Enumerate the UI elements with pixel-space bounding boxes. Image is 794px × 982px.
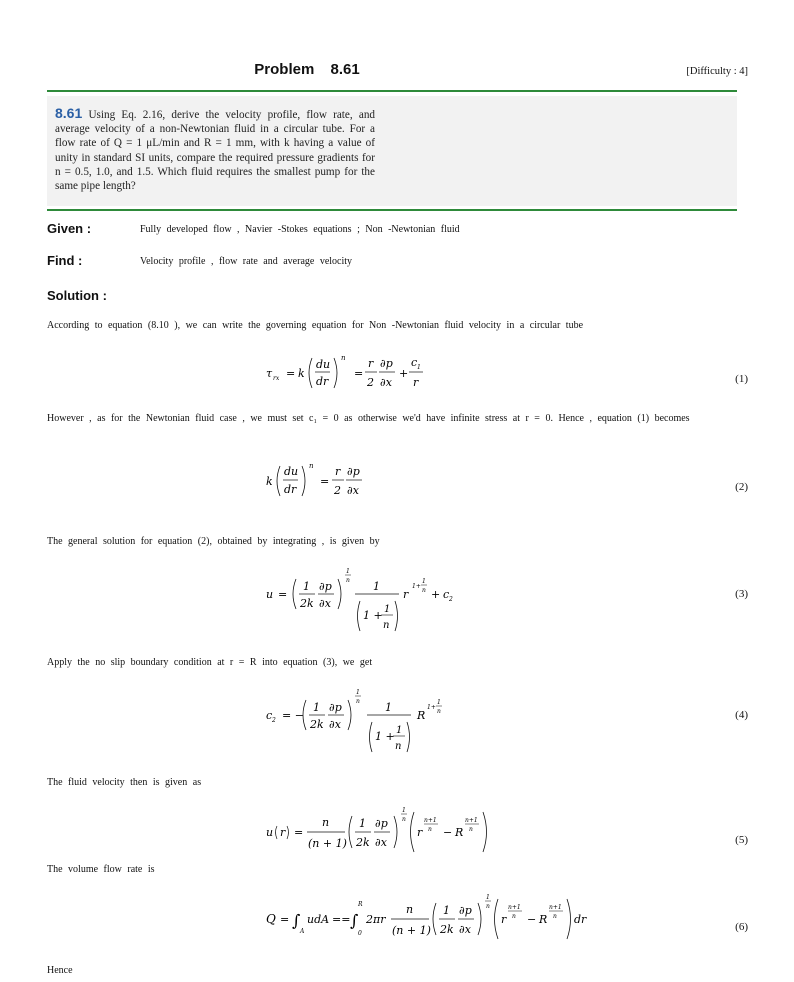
problem-statement xyxy=(55,106,375,193)
svg-text:+: + xyxy=(399,367,409,380)
svg-text:∂x: ∂x xyxy=(347,484,359,497)
svg-text:2: 2 xyxy=(367,376,374,389)
svg-text:1: 1 xyxy=(417,364,421,371)
svg-text:2k: 2k xyxy=(440,923,454,936)
svg-text:R: R xyxy=(455,826,464,839)
svg-text:r: r xyxy=(403,588,409,601)
svg-text:∂p: ∂p xyxy=(459,904,472,917)
svg-text:n: n xyxy=(346,577,350,584)
svg-text:1: 1 xyxy=(486,894,490,901)
svg-text:n: n xyxy=(428,826,432,833)
problem-statement-text: Using Eq. 2.16, derive the velocity profile, flow rate, and average velocity of a non-Newtonian fluid in a circular tube. For a flow rate of Q = 1 μL/min and R = 1 mm, with k having a value of unity in standard SI units, compare the required pressure gradients for n = 0.5, 1.0, and 1.5. Which fluid requires the smallest pump for the same pipe length? xyxy=(55,109,376,193)
equation-2-number: (2) xyxy=(735,481,748,493)
svg-text:∫: ∫ xyxy=(350,911,359,930)
svg-text:r: r xyxy=(417,826,423,839)
svg-text:r: r xyxy=(501,913,507,926)
equation-6-number: (6) xyxy=(735,921,748,933)
svg-text:=: = xyxy=(278,588,288,601)
svg-text:n: n xyxy=(469,826,473,833)
svg-text:n: n xyxy=(553,913,557,920)
svg-text:2: 2 xyxy=(449,596,453,603)
page-title xyxy=(0,61,614,78)
svg-text:rx: rx xyxy=(273,375,280,382)
svg-text:1 +: 1 + xyxy=(363,609,383,622)
equation-1 xyxy=(262,350,442,396)
svg-text:=: = xyxy=(354,367,364,380)
svg-text:=: = xyxy=(320,475,330,488)
svg-text:1: 1 xyxy=(384,604,391,615)
svg-text:1+: 1+ xyxy=(427,704,436,711)
svg-text:∂p: ∂p xyxy=(319,580,332,593)
solution-paragraph-1: According to equation (8.10 ), we can write the governing equation for Non -Newtonian fluid velocity in a circular tube xyxy=(47,320,584,331)
svg-text:R: R xyxy=(417,709,426,722)
given-label: Given : xyxy=(47,221,92,236)
difficulty-label: [Difficulty : 4] xyxy=(686,66,748,77)
svg-text:n: n xyxy=(486,903,490,910)
svg-text:(n + 1): (n + 1) xyxy=(308,837,347,850)
svg-text:==: == xyxy=(332,913,351,926)
svg-text:1+: 1+ xyxy=(412,583,421,590)
svg-text:=: = xyxy=(294,826,304,839)
svg-text:1: 1 xyxy=(443,904,450,917)
svg-text:1: 1 xyxy=(303,580,310,593)
equation-1-number: (1) xyxy=(735,373,748,385)
svg-text:∂x: ∂x xyxy=(329,718,341,731)
svg-text:0: 0 xyxy=(358,930,362,937)
solution-paragraph-3: The general solution for equation (2), obtained by integrating , is given by xyxy=(47,536,380,547)
svg-text:du: du xyxy=(284,465,299,478)
svg-text:c: c xyxy=(411,356,418,369)
svg-text:−: − xyxy=(527,913,537,926)
svg-text:1 +: 1 + xyxy=(375,730,395,743)
svg-text:1: 1 xyxy=(313,701,320,714)
svg-text:dr: dr xyxy=(284,483,297,496)
svg-text:R: R xyxy=(358,901,363,908)
svg-text:=: = xyxy=(280,913,290,926)
solution-paragraph-2: However , as for the Newtonian fluid case , we must set c₁ = 0 as otherwise we'd have infinite stress at r = 0. Hence , equation (1) becomes xyxy=(47,413,690,424)
svg-text:n: n xyxy=(422,587,426,594)
bottom-rule xyxy=(47,209,737,211)
problem-statement-number: 8.61 xyxy=(55,105,83,121)
svg-text:2πr: 2πr xyxy=(366,913,386,926)
svg-text:2k: 2k xyxy=(310,718,324,731)
problem-number: 8.61 xyxy=(330,61,360,78)
svg-text:1: 1 xyxy=(402,807,406,814)
svg-text:dr: dr xyxy=(316,375,329,388)
svg-text:τ: τ xyxy=(266,367,273,380)
solution-paragraph-7: Hence xyxy=(47,965,73,976)
equation-4 xyxy=(262,686,462,758)
svg-text:n: n xyxy=(309,462,314,470)
svg-text:1: 1 xyxy=(422,578,426,585)
svg-text:n: n xyxy=(402,816,406,823)
svg-text:n+1: n+1 xyxy=(424,817,437,824)
svg-text:n+1: n+1 xyxy=(508,904,521,911)
given-text: Fully developed flow , Navier -Stokes equations ; Non -Newtonian fluid xyxy=(140,224,460,235)
solution-paragraph-6: The volume flow rate is xyxy=(47,864,155,875)
svg-text:R: R xyxy=(539,913,548,926)
svg-text:udA: udA xyxy=(307,913,330,926)
equation-2 xyxy=(262,458,382,504)
svg-text:1: 1 xyxy=(373,580,380,593)
svg-text:1: 1 xyxy=(359,817,366,830)
svg-text:∫: ∫ xyxy=(292,911,301,930)
problem-label: Problem xyxy=(254,61,315,78)
svg-text:k: k xyxy=(266,475,273,488)
svg-text:1: 1 xyxy=(385,701,392,714)
solution-paragraph-5: The fluid velocity then is given as xyxy=(47,777,202,788)
svg-text:n: n xyxy=(512,913,516,920)
svg-text:A: A xyxy=(300,928,305,935)
find-text: Velocity profile , flow rate and average velocity xyxy=(140,256,353,267)
equation-5 xyxy=(262,806,502,862)
svg-text:n: n xyxy=(383,620,390,631)
svg-text:∂x: ∂x xyxy=(459,923,471,936)
solution-paragraph-4: Apply the no slip boundary condition at r = R into equation (3), we get xyxy=(47,657,373,668)
svg-text:1: 1 xyxy=(396,725,403,736)
svg-text:n: n xyxy=(356,698,360,705)
svg-text:+: + xyxy=(431,588,441,601)
svg-text:−: − xyxy=(443,826,453,839)
svg-text:∂x: ∂x xyxy=(375,836,387,849)
svg-text:2: 2 xyxy=(334,484,341,497)
svg-text:r: r xyxy=(413,376,419,389)
svg-text:2k: 2k xyxy=(356,836,370,849)
svg-text:1: 1 xyxy=(346,568,350,575)
svg-text:u: u xyxy=(266,588,274,601)
svg-text:n: n xyxy=(395,741,402,752)
svg-text:∂p: ∂p xyxy=(380,357,393,370)
svg-text:n: n xyxy=(437,708,441,715)
top-rule xyxy=(47,90,737,92)
svg-text:c: c xyxy=(443,588,450,601)
svg-text:∂x: ∂x xyxy=(319,597,331,610)
svg-text:r: r xyxy=(335,465,341,478)
svg-text:1: 1 xyxy=(437,699,441,706)
svg-text:n+1: n+1 xyxy=(549,904,562,911)
equation-5-number: (5) xyxy=(735,834,748,846)
svg-text:1: 1 xyxy=(356,689,360,696)
svg-text:=: = xyxy=(286,367,296,380)
svg-text:Q: Q xyxy=(266,912,276,926)
equation-3 xyxy=(262,565,472,637)
svg-text:du: du xyxy=(316,358,331,371)
svg-text:k: k xyxy=(298,367,305,380)
equation-3-number: (3) xyxy=(735,588,748,600)
svg-text:∂p: ∂p xyxy=(329,701,342,714)
find-label: Find : xyxy=(47,253,83,268)
svg-text:(n + 1): (n + 1) xyxy=(392,924,431,937)
svg-text:c: c xyxy=(266,709,273,722)
svg-text:n+1: n+1 xyxy=(465,817,478,824)
svg-text:2k: 2k xyxy=(300,597,314,610)
svg-text:u: u xyxy=(266,826,274,839)
svg-text:n: n xyxy=(341,354,346,362)
svg-text:= −: = − xyxy=(282,709,304,722)
solution-label: Solution : xyxy=(47,288,107,303)
svg-text:2: 2 xyxy=(272,717,276,724)
equation-6 xyxy=(262,893,592,949)
svg-text:n: n xyxy=(322,816,330,829)
svg-text:dr: dr xyxy=(574,913,587,926)
svg-text:r: r xyxy=(280,826,286,839)
svg-text:n: n xyxy=(406,903,414,916)
equation-4-number: (4) xyxy=(735,709,748,721)
svg-text:∂p: ∂p xyxy=(347,465,360,478)
svg-text:r: r xyxy=(368,357,374,370)
svg-text:∂p: ∂p xyxy=(375,817,388,830)
svg-text:∂x: ∂x xyxy=(380,376,392,389)
